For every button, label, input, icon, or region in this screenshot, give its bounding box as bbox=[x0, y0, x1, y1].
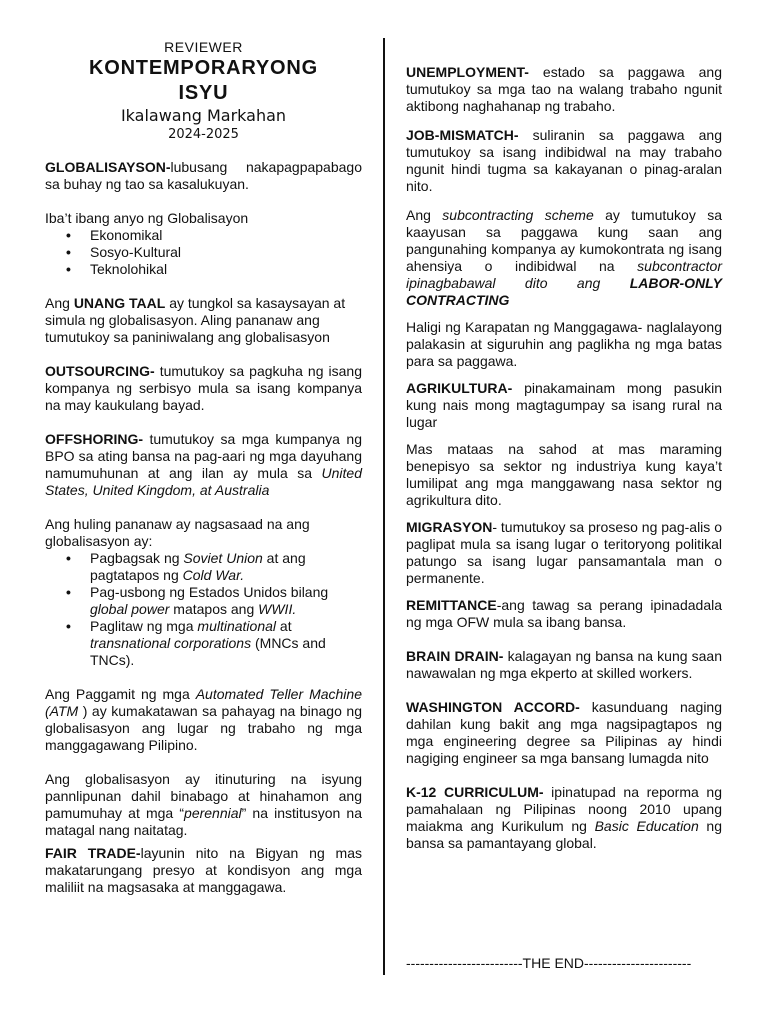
list-item: • Ekonomikal bbox=[90, 227, 362, 244]
forms-list bbox=[45, 227, 362, 278]
the-end-marker: -------------------------THE END----------------------- bbox=[406, 955, 692, 971]
column-divider bbox=[383, 38, 385, 975]
outsourcing-definition: OUTSOURCING- tumutukoy sa pagkuha ng isang kompanya ng serbisyo mula sa isang kompanya na may kaukulang bayad. bbox=[45, 363, 362, 413]
job-mismatch-definition: JOB-MISMATCH- suliranin sa paggawa ang tumutukoy sa isang indibidwal na may trabaho ngunit hindi tugma sa kakayanan o pinag-aralan nito. bbox=[406, 127, 722, 194]
title-line-2: ISYU bbox=[178, 82, 229, 104]
globalisasyon-definition: GLOBALISAYSON-lubusang nakapagpapabago sa buhay ng tao sa kasalukuyan. bbox=[45, 159, 362, 192]
atm-paragraph: Ang Paggamit ng mga Automated Teller Machine (ATM ) ay kumakatawan sa pahayag na binago ng globalisasyon ang lugar ng trabaho ng mga manggagawang Pilipino. bbox=[45, 686, 362, 753]
school-year: 2024-2025 bbox=[168, 127, 239, 142]
forms-title: Iba’t ibang anyo ng Globalisayon bbox=[45, 210, 249, 226]
list-item: • Paglitaw ng mga multinational at transnational corporations (MNCs and TNCs). bbox=[90, 618, 362, 669]
brain-drain-definition: BRAIN DRAIN- kalagayan ng bansa na kung saan nawawalan ng mga ekperto at skilled workers. bbox=[406, 648, 723, 681]
k12-definition: K-12 CURRICULUM- ipinatupad na reporma ng pamahalaan ng Pilipinas noong 2010 upang maiakma ang Kurikulum ng Basic Education ng bansa sa pamantayang global. bbox=[406, 784, 722, 851]
washington-accord-definition: WASHINGTON ACCORD- kasunduang naging dahilan kung bakit ang mga nagsipagtapos ng mga engineering degree sa Pilipinas ay hindi nagiging engineer sa mga bansang lumagda nito bbox=[406, 699, 723, 766]
remittance-definition: REMITTANCE-ang tawag sa perang ipinadadala ng mga OFW mula sa ibang bansa. bbox=[406, 597, 722, 630]
haligi-paragraph: Haligi ng Karapatan ng Manggagawa- naglalayong palakasin at siguruhin ang paglikha ng mga batas para sa paggawa. bbox=[406, 319, 722, 369]
list-item: • Pag-usbong ng Estados Unidos bilang global power matapos ang WWII. bbox=[90, 584, 362, 618]
list-item: • Pagbagsak ng Soviet Union at ang pagtatapos ng Cold War. bbox=[90, 550, 362, 584]
title-line-1: KONTEMPORARYONG bbox=[88, 57, 319, 79]
huling-pananaw-intro: Ang huling pananaw ay nagsasaad na ang globalisasyon ay: bbox=[45, 516, 310, 549]
migrasyon-definition: MIGRASYON- tumutukoy sa proseso ng pag-alis o paglipat mula sa isang lugar o teritoryong politikal patungo sa isang lugar pansamantala man o permanente. bbox=[406, 519, 722, 586]
list-item: • Sosyo-Kultural bbox=[90, 244, 362, 261]
agrikultura-definition: AGRIKULTURA- pinakamainam mong pasukin kung nais mong magtagumpay sa isang rural na lugar bbox=[406, 380, 722, 430]
unang-taal-paragraph: Ang UNANG TAAL ay tungkol sa kasaysayan at simula ng globalisasyon. Aling pananaw ang tumutukoy sa paniniwalang ang globalisasyon bbox=[45, 295, 346, 345]
unemployment-definition: UNEMPLOYMENT- estado sa paggawa ang tumutukoy sa mga tao na walang trabaho ngunit aktibong naghahanap ng trabaho. bbox=[406, 64, 722, 114]
quarter-label: Ikalawang Markahan bbox=[120, 106, 287, 125]
reviewer-label: REVIEWER bbox=[164, 39, 243, 55]
sahod-paragraph: Mas mataas na sahod at mas maraming benepisyo sa sektor ng industriya kung kaya’t lumilipat ang mga manggawang nasa sektor ng agrikultura dito. bbox=[406, 441, 722, 508]
subcontracting-paragraph: Ang subcontracting scheme ay tumutukoy sa kaayusan sa paggawa kung saan ang pangunahing kompanya ay kumokontrata ng isang ahensiya o indibidwal na subcontractor ipinagbabawal dito ang LABOR-ONLY CONTRACTING bbox=[406, 207, 722, 308]
isyu-paragraph: Ang globalisasyon ay itinuturing na isyung pannlipunan dahil binabago at hinahamon ang pamumuhay at mga “perennial” na institusyon na matagal nang naitatag. bbox=[45, 771, 362, 838]
list-item: • Teknolohikal bbox=[90, 261, 362, 278]
fair-trade-definition: FAIR TRADE-layunin nito na Bigyan ng mas makatarungang presyo at kondisyon ang mga maliliit na magsasaka at manggagawa. bbox=[45, 845, 362, 895]
right-column bbox=[406, 64, 722, 852]
offshoring-definition: OFFSHORING- tumutukoy sa mga kumpanya ng BPO sa ating bansa na pag-aari ng mga dayuhang namumuhunan at ang ilan ay mula sa United States, United Kingdom, at Australia bbox=[45, 431, 362, 498]
huling-pananaw-list bbox=[45, 550, 362, 669]
left-column bbox=[45, 38, 362, 896]
